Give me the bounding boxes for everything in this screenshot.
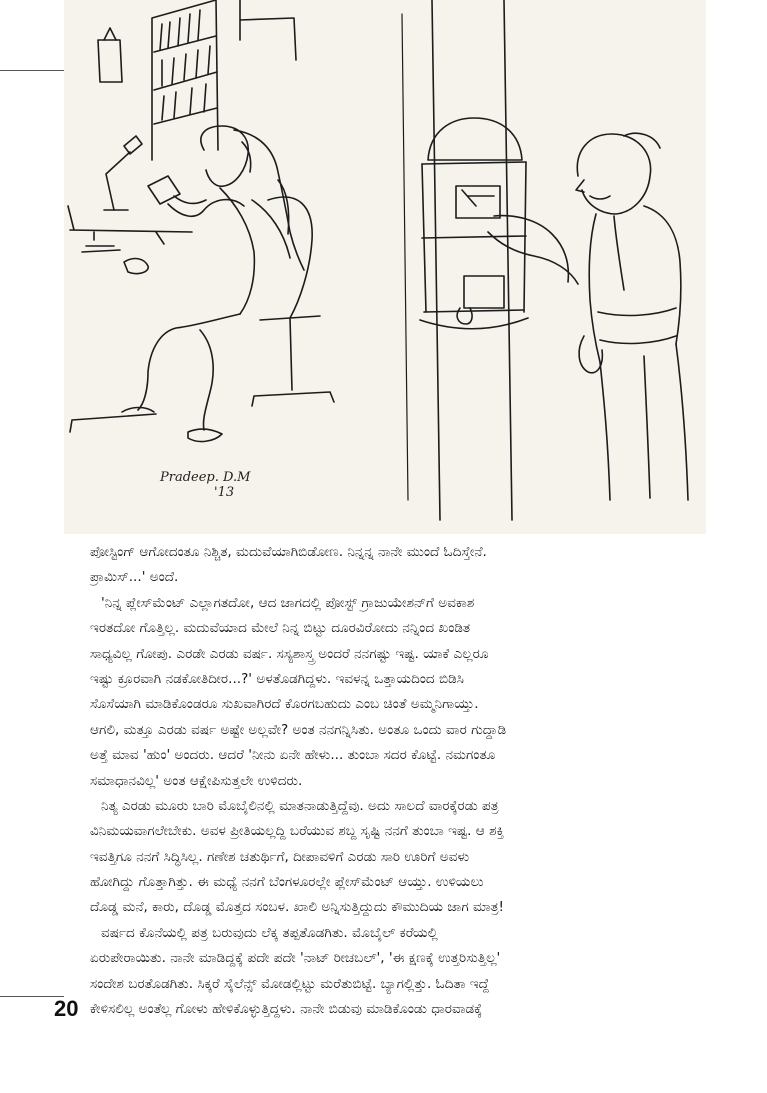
story-text [90, 540, 702, 1022]
text-line: 'ನಿನ್ನ ಪ್ಲೇಸ್‌ಮೆಂಟ್ ಎಲ್ಲಾಗತದೋ, ಆದ ಜಾಗದಲ್ಲಿ ಪೋಸ್ಟ್ ಗ್ರಾಜುಯೇಶನ್‌ಗೆ ಅವಕಾಶ [101, 594, 475, 611]
text-line: ವಿನಿಮಯವಾಗಲೇಬೇಕು. ಅವಳ ಪ್ರೀತಿಯಲ್ಲದ್ದಿ ಬರೆಯುವ ಶಬ್ದ ಸೃಷ್ಟಿ ನನಗೆ ತುಂಬಾ ಇಷ್ಟ. ಆ ಶಕ್ತಿ [90, 823, 505, 840]
pen-illustration [64, 0, 706, 534]
text-line: ಸಂದೇಶ ಬರತೊಡಗಿತು. ಸಿಕ್ಕರೆ ಸೈಲೆನ್ಸ್ ಮೋಡಲ್ಲಿಟ್ಟು ಮರೆತುಬಿಟ್ಟೆ. ಬ್ಯಾಗಲ್ಲಿತ್ತು. ಓದಿತಾ ಇದ್ದೆ [90, 975, 490, 992]
page-number: 20 [54, 996, 79, 1021]
text-line: ಹೋಗಿದ್ದು ಗೊತ್ತಾಗಿತ್ತು. ಈ ಮಧ್ಯೆ ನನಗೆ ಬೆಂಗಳೂರಲ್ಲೇ ಪ್ಲೇಸ್‌ಮೆಂಟ್ ಆಯ್ತು. ಉಳಿಯಲು [90, 874, 484, 891]
text-line: ಅತ್ತೆ ಮಾವ 'ಹುಂ' ಅಂದರು. ಆದರೆ 'ನೀನು ಏನೇ ಹೇಳು... ತುಂಬಾ ಸದರ ಕೊಟ್ಟೆ. ನಮಗಂತೂ [90, 747, 496, 764]
text-line: ಇವತ್ತಿಗೂ ನನಗೆ ಸಿದ್ಧಿಸಿಲ್ಲ. ಗಣೇಶ ಚತುರ್ಥಿಗೆ, ದೀಪಾವಳಿಗೆ ಎರಡು ಸಾರಿ ಊರಿಗೆ ಅವಳು [90, 848, 470, 865]
text-line: ದೊಡ್ಡ ಮನೆ, ಕಾರು, ದೊಡ್ಡ ಮೊತ್ತದ ಸಂಬಳ. ಖಾಲಿ ಅನ್ನಿಸುತ್ತಿದ್ದುದು ಕೌಮುದಿಯ ಜಾಗ ಮಾತ್ರ! [90, 899, 504, 916]
text-line: ನಿತ್ಯ ಎರಡು ಮೂರು ಬಾರಿ ಮೊಬೈಲಿನಲ್ಲಿ ಮಾತನಾಡುತ್ತಿದ್ದೆವು. ಅದು ಸಾಲದೆ ವಾರಕ್ಕೆರಡು ಪತ್ರ [101, 797, 499, 814]
text-line: ಇರತದೋ ಗೊತ್ತಿಲ್ಲ. ಮದುವೆಯಾದ ಮೇಲೆ ನಿನ್ನ ಬಿಟ್ಟು ದೂರವಿರೋದು ನನ್ನಿಂದ ಖಂಡಿತ [90, 620, 471, 637]
text-line: ವರ್ಷದ ಕೊನೆಯಲ್ಲಿ ಪತ್ರ ಬರುವುದು ಲೆಕ್ಕ ತಪ್ಪತೊಡಗಿತು. ಮೊಬೈಲ್ ಕರೆಯಲ್ಲಿ [101, 924, 438, 941]
text-line: ಪೋಸ್ಟಿಂಗ್ ಆಗೋದಂತೂ ನಿಶ್ಚಿತ, ಮದುವೆಯಾಗಿಬಿಡೋಣ. ನಿನ್ನನ್ನ ನಾನೇ ಮುಂದೆ ಓದಿಸ್ತೇನೆ. [90, 544, 487, 560]
text-line: ಸೊಸೆಯಾಗಿ ಮಾಡಿಕೊಂಡರೂ ಸುಖವಾಗಿರದೆ ಕೊರಗಬಹುದು ಎಂಬ ಚಿಂತೆ ಅಮ್ಮನಿಗಾಯ್ತು. [90, 696, 479, 713]
text-line: ಇಷ್ಟು ಕ್ರೂರವಾಗಿ ನಡಕೋತಿದೀರ...?' ಅಳತೊಡಗಿದ್ದಳು. ಇವಳನ್ನ ಒತ್ತಾಯದಿಂದ ಬಿಡಿಸಿ [90, 670, 464, 687]
text-line: ಸಾಧ್ಯವಿಲ್ಲ ಗೋಪು. ಎರಡೇ ಎರಡು ವರ್ಷ. ಸಸ್ಯಶಾಸ್ತ್ರ ಅಂದರೆ ನನಗಷ್ಟು ಇಷ್ಟ. ಯಾಕೆ ಎಲ್ಲರೂ [90, 645, 489, 662]
text-line: ಕೇಳಿಸಲಿಲ್ಲ ಅಂತೆಲ್ಲ ಗೋಳು ಹೇಳಿಕೊಳ್ಳುತ್ತಿದ್ದಳು. ನಾನೇ ಬಿಡುವು ಮಾಡಿಕೊಂಡು ಧಾರವಾಡಕ್ಕೆ [90, 1001, 483, 1018]
text-line: ಸಮಾಧಾನವಿಲ್ಲ' ಅಂತ ಆಕ್ಷೇಪಿಸುತ್ತಲೇ ಉಳಿದರು. [90, 772, 303, 789]
margin-rule-top [0, 70, 64, 71]
signature-name: Pradeep. D.M [160, 470, 251, 485]
text-line: ಏರುಪೇರಾಯಿತು. ನಾನೇ ಮಾಡಿದ್ದಕ್ಕೆ ಪದೇ ಪದೇ 'ನಾಟ್ ರೀಚಬಲ್', 'ಈ ಕ್ಷಣಕ್ಕೆ ಉತ್ತರಿಸುತ್ತಿಲ್ಲ' [90, 950, 501, 967]
right-panel-drawing [420, 0, 688, 520]
signature-year: '13 [214, 485, 235, 500]
artist-signature [160, 470, 250, 500]
text-line: ಆಗಲಿ, ಮತ್ತೂ ಎರಡು ವರ್ಷ ಅಷ್ಟೇ ಅಲ್ಲವೇ? ಅಂತ ನನಗನ್ನಿಸಿತು. ಅಂತೂ ಒಂದು ವಾರ ಗುದ್ದಾಡಿ [90, 721, 507, 738]
left-panel-drawing [68, 0, 334, 441]
text-line: ಪ್ರಾಮಿಸ್...' ಅಂದೆ. [90, 569, 179, 586]
